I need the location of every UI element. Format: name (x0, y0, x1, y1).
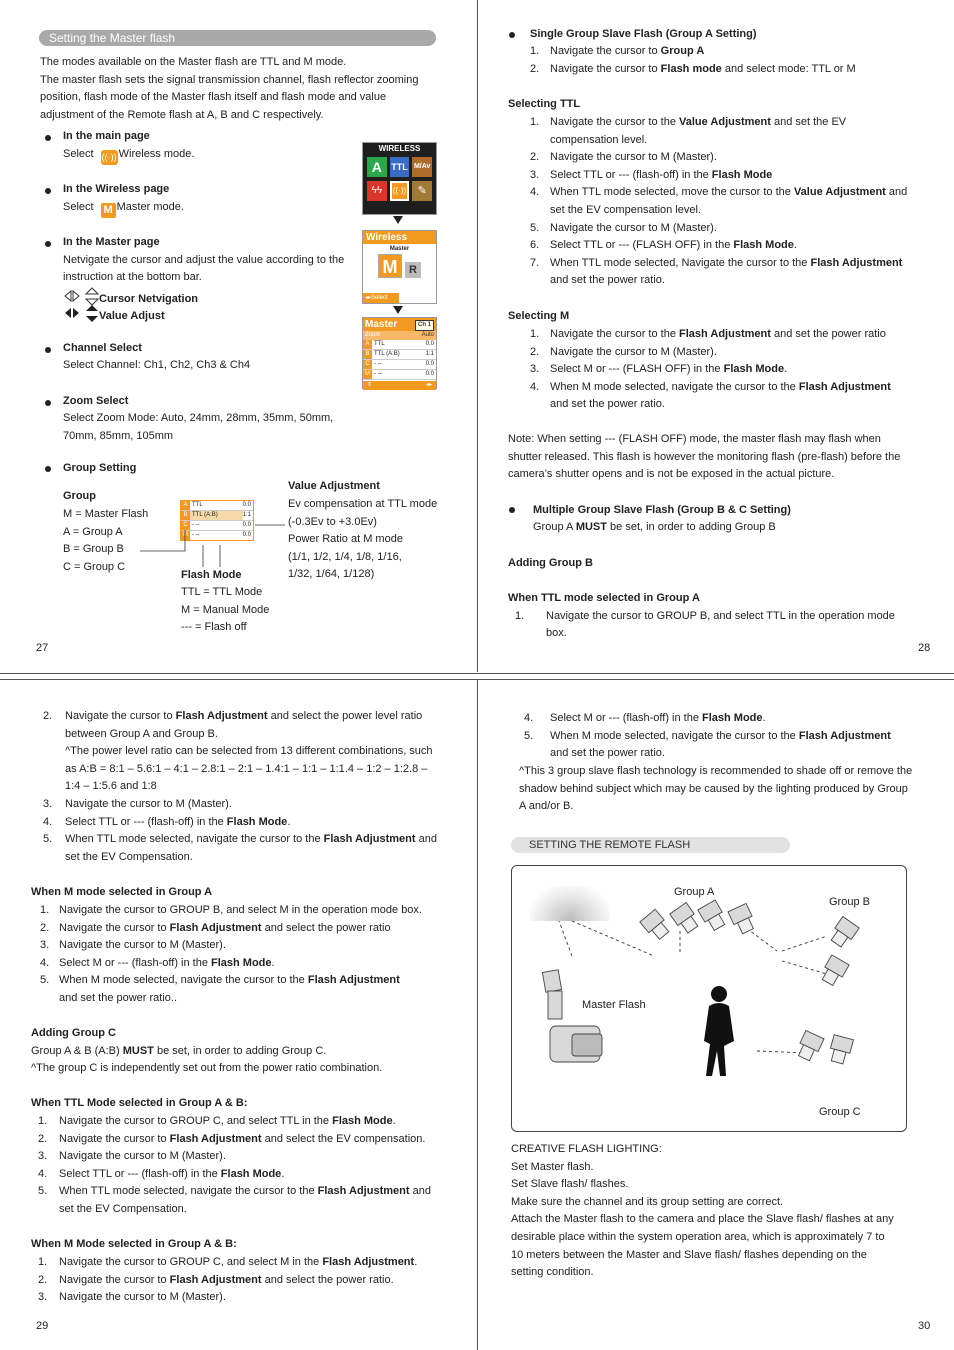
wrench-icon: ✎ (412, 181, 432, 201)
list-item: 2. Navigate the cursor to Flash Adjustment and select the power level ratio (43, 710, 423, 722)
creative-line: CREATIVE FLASH LIGHTING: (511, 1143, 662, 1155)
bullet (45, 135, 51, 141)
creative-line: Set Slave flash/ flashes. (511, 1178, 629, 1191)
list-item: 2. Navigate the cursor to M (Master). (530, 151, 717, 164)
page-27 (0, 0, 476, 672)
mode-item: --- = Flash off (181, 621, 247, 634)
page-number: 30 (918, 1320, 931, 1332)
list-item: 3. Navigate the cursor to M (Master). (38, 1291, 226, 1304)
list-item: 3. Navigate the cursor to M (Master). (40, 939, 226, 952)
creative-line: 10 meters between the Master and Slave flash/ flashes depending on the (511, 1248, 867, 1261)
bullet (45, 400, 51, 406)
list-item: 3. Select TTL or --- (flash-off) in the Flash Mode (530, 168, 773, 181)
wireless-page-title: In the Wireless page (63, 183, 170, 195)
creative-line: Attach the Master flash to the camera and place the Slave flash/ flashes at any (511, 1213, 894, 1226)
note-line: shutter released. This flash is however the monitoring flash (pre-flash) before the (508, 450, 901, 463)
list-item: 1. Navigate the cursor to the Flash Adjustment and set the power ratio (530, 328, 886, 340)
ttl-icon: TTL (390, 157, 410, 177)
list-item: set the EV compensation level. (550, 203, 702, 216)
note-line: camera’s shutter opens and is not be exposed in the actual picture. (508, 468, 835, 481)
multi-group-title: Multiple Group Slave Flash (Group B & C Setting) (533, 504, 791, 516)
value-line: (-0.3Ev to +3.0Ev) (288, 515, 377, 528)
channel-title: Channel Select (63, 342, 142, 354)
list-item: 2. Navigate the cursor to M (Master). (530, 345, 717, 358)
list-item: 2. Navigate the cursor to Flash Adjustment and select the power ratio (40, 921, 391, 934)
adding-group-c-text: Group A & B (A:B) MUST be set, in order to adding Group C. (31, 1045, 327, 1057)
list-item: as A:B = 8:1 – 5.6:1 – 4:1 – 2.8:1 – 2:1 – 1.4:1 – 1:1 – 1:1.4 – 1:2 – 1:2.8 – (65, 762, 428, 775)
cursor-navigation-legend: Cursor Netvigation (63, 287, 198, 309)
section-header: SETTING THE REMOTE FLASH (511, 837, 790, 853)
creative-line: Make sure the channel and its group setting are correct. (511, 1195, 784, 1208)
group-table-screen: A TTL 0.0 B TTL (A:B) 1:1 C - -- 0.0 M - -- 0.0 (180, 500, 254, 541)
list-item: 4. Select TTL or --- (flash-off) in the Flash Mode. (43, 815, 291, 828)
adding-group-b-title: Adding Group B (508, 557, 593, 569)
adding-group-c-note: ^The group C is independently set out from the power ratio combination. (31, 1062, 383, 1074)
left-right-icon: ◂▸ (425, 382, 432, 388)
group-a-flashes (640, 900, 757, 942)
list-item: 5. When M mode selected, navigate the cursor to the Flash Adjustment (524, 729, 891, 742)
value-line: Ev compensation at TTL mode (288, 498, 438, 510)
list-item: 4. When M mode selected, navigate the cursor to the Flash Adjustment (530, 380, 891, 393)
a-icon: A (367, 157, 387, 177)
zoom-title: Zoom Select (63, 395, 129, 407)
page-number: 27 (36, 642, 49, 654)
list-item: between Group A and Group B. (65, 727, 218, 740)
list-item: 2. Navigate the cursor to Flash mode and select mode: TTL or M (530, 62, 856, 75)
m-group-ab-title: When M Mode selected in Group A & B: (31, 1238, 237, 1250)
bullet (45, 188, 51, 194)
down-arrow-stem (397, 216, 399, 220)
zoom-line: 70mm, 85mm, 105mm (63, 430, 174, 442)
master-flash-camera (542, 970, 602, 1062)
group-a-label: Group A (674, 886, 715, 898)
page-29 (0, 680, 476, 1350)
group-b-flashes (819, 917, 859, 988)
group-setting-title: Group Setting (63, 462, 137, 474)
page-28 (478, 0, 954, 672)
list-item: 5. When TTL mode selected, navigate the cursor to the Flash Adjustment and (43, 833, 437, 846)
callout-lines (130, 495, 290, 575)
list-item: set the EV Compensation. (59, 1202, 187, 1215)
flash-mode-title: Flash Mode (181, 569, 242, 581)
master-page-title: In the Master page (63, 236, 160, 248)
list-item: set the EV Compensation. (65, 850, 193, 863)
section-header: Setting the Master flash (39, 30, 436, 46)
wireless-icon: ((·)) (101, 150, 118, 165)
adding-group-c-title: Adding Group C (31, 1027, 116, 1039)
ttl-group-ab-title: When TTL Mode selected in Group A & B: (31, 1097, 248, 1109)
group-item: C = Group C (63, 560, 126, 573)
wireless-page-text: Select M Master mode. (63, 201, 184, 216)
list-item: 3. Select M or --- (FLASH OFF) in the Flash Mode. (530, 363, 788, 376)
intro-line: position, flash mode of the Master flash itself and flash mode and value (40, 91, 387, 104)
main-page-title: In the main page (63, 130, 150, 142)
creative-line: Set Master flash. (511, 1160, 594, 1173)
down-arrow-icon (393, 306, 403, 314)
list-item: ^The power level ratio can be selected from 13 different combinations, such (65, 745, 433, 758)
master-m-icon: M (378, 254, 402, 278)
group-c-label: Group C (819, 1106, 861, 1118)
horizontal-divider (0, 673, 954, 674)
list-item: 5. When M mode selected, navigate the cursor to the Flash Adjustment (40, 974, 400, 987)
m-av-icon: M/Av (412, 157, 432, 177)
wireless-main-screen: WIRELESS A TTL M/Av ϟϟ ((·)) ✎ (362, 142, 437, 215)
group-item: B = Group B (63, 543, 124, 556)
selecting-ttl-title: Selecting TTL (508, 98, 581, 110)
list-item: 1. Navigate the cursor to Group A (530, 45, 705, 57)
bullet (509, 32, 515, 38)
master-page-screen: Master Ch 1 Zoom Auto A TTL 0.0 B TTL (A:B) 1:1 C - -- 0.0 M - -- 0.0 ⇕ ◂▸ (362, 317, 437, 389)
value-line: Power Ratio at M mode (288, 533, 403, 546)
list-item: 4. Select TTL or --- (flash-off) in the Flash Mode. (38, 1167, 285, 1180)
group-item: M = Master Flash (63, 508, 149, 520)
bullet (509, 507, 515, 513)
master-m-icon: M (101, 203, 116, 218)
multi-flash-icon: ϟϟ (367, 181, 387, 201)
bullet (45, 347, 51, 353)
page-number: 29 (36, 1320, 49, 1332)
page-30 (478, 680, 954, 1350)
master-page-line: Netvigate the cursor and adjust the value according to the (63, 254, 345, 266)
mode-item: TTL = TTL Mode (181, 586, 263, 598)
list-item: 6. Select TTL or --- (FLASH OFF) in the Flash Mode. (530, 239, 797, 252)
multi-group-text: Group A MUST be set, in order to adding Group B (533, 521, 776, 533)
value-arrows-icon (63, 304, 99, 324)
master-flash-label: Master Flash (582, 999, 646, 1011)
note-line: ^This 3 group slave flash technology is recommended to shade off or remove the (519, 765, 913, 777)
list-item: 1. Navigate the cursor to GROUP C, and select M in the Flash Adjustment. (38, 1256, 418, 1268)
value-adjust-legend: Value Adjust (63, 304, 165, 326)
up-down-icon: ⇕ (367, 382, 373, 388)
intro-line: adjustment of the Remote flash at A, B and C respectively. (40, 108, 324, 121)
master-page-line: instruction at the bottom bar. (63, 271, 202, 283)
m-group-a-title: When M mode selected in Group A (31, 886, 213, 898)
intro-line: The modes available on the Master flash are TTL and M mode. (40, 56, 347, 68)
intro-line: The master flash sets the signal transmission channel, flash reflector zooming (40, 73, 419, 86)
list-item: compensation level. (550, 133, 648, 146)
value-line: 1/32, 1/64, 1/128) (288, 568, 375, 581)
note-line: shadow behind subject which may be caused by the lighting produced by Group (519, 782, 908, 795)
channel-text: Select Channel: Ch1, Ch2, Ch3 & Ch4 (63, 359, 251, 371)
value-line: (1/1, 1/2, 1/4, 1/8, 1/16, (288, 550, 402, 563)
note-line: A and/or B. (519, 800, 574, 813)
bullet (45, 466, 51, 472)
group-c-flashes (795, 1030, 854, 1065)
list-item: 1. Navigate the cursor to GROUP B, and select M in the operation mode box. (40, 904, 422, 916)
remote-flash-diagram (511, 865, 907, 1132)
list-item: 5. When TTL mode selected, navigate the cursor to the Flash Adjustment and (38, 1185, 431, 1198)
list-item: 2. Navigate the cursor to Flash Adjustment and select the EV compensation. (38, 1132, 426, 1145)
list-item: 5. Navigate the cursor to M (Master). (530, 221, 717, 234)
list-item: and set the power ratio. (550, 747, 665, 760)
list-item: 4. When TTL mode selected, move the cursor to the Value Adjustment and (530, 186, 908, 199)
remote-r-icon: R (405, 262, 421, 278)
list-item: and set the power ratio.. (59, 991, 178, 1004)
main-page-text: Select ((·)) Wireless mode. (63, 146, 194, 165)
group-title: Group (63, 490, 96, 502)
note-line: Note: When setting --- (FLASH OFF) mode, the master flash may flash when (508, 433, 881, 445)
list-item: 4. Select M or --- (flash-off) in the Flash Mode. (40, 956, 275, 969)
group-item: A = Group A (63, 525, 123, 538)
list-item: 3. Navigate the cursor to M (Master). (43, 797, 232, 810)
list-item: 3. Navigate the cursor to M (Master). (38, 1150, 226, 1163)
wireless-icon: ((·)) (390, 181, 410, 201)
zoom-line: Select Zoom Mode: Auto, 24mm, 28mm, 35mm, 50mm, (63, 412, 334, 424)
list-item: and set the power ratio. (550, 274, 665, 287)
value-adjustment-title: Value Adjustment (288, 480, 380, 492)
creative-line: desirable place within the system operation area, which is approximately 7 to (511, 1230, 885, 1243)
group-b-label: Group B (829, 896, 870, 908)
single-group-title: Single Group Slave Flash (Group A Setting) (530, 28, 757, 40)
person-silhouette (704, 986, 734, 1076)
creative-line: setting condition. (511, 1266, 594, 1279)
mode-item: M = Manual Mode (181, 603, 270, 616)
list-item: and set the power ratio. (550, 398, 665, 411)
ttl-group-a-title: When TTL mode selected in Group A (508, 592, 700, 604)
bullet (45, 241, 51, 247)
page-number: 28 (918, 642, 931, 654)
list-item: 2. Navigate the cursor to Flash Adjustment and select the power ratio. (38, 1273, 394, 1286)
list-item: box. (546, 627, 567, 639)
selecting-m-title: Selecting M (508, 310, 570, 322)
list-item: 1. Navigate the cursor to the Value Adjustment and set the EV (530, 116, 847, 128)
list-item: 1. Navigate the cursor to GROUP C, and select TTL in the Flash Mode. (38, 1115, 396, 1127)
list-item: 1:4 – 1:5.6 and 1:8 (65, 780, 157, 793)
list-item: 4. Select M or --- (flash-off) in the Flash Mode. (524, 712, 766, 724)
list-item: 1. Navigate the cursor to GROUP B, and select TTL in the operation mode (515, 610, 895, 622)
list-item: 7. When TTL mode selected, Navigate the cursor to the Flash Adjustment (530, 256, 903, 269)
wireless-page-screen: Wireless Master M R ◂▸Select (362, 230, 437, 304)
